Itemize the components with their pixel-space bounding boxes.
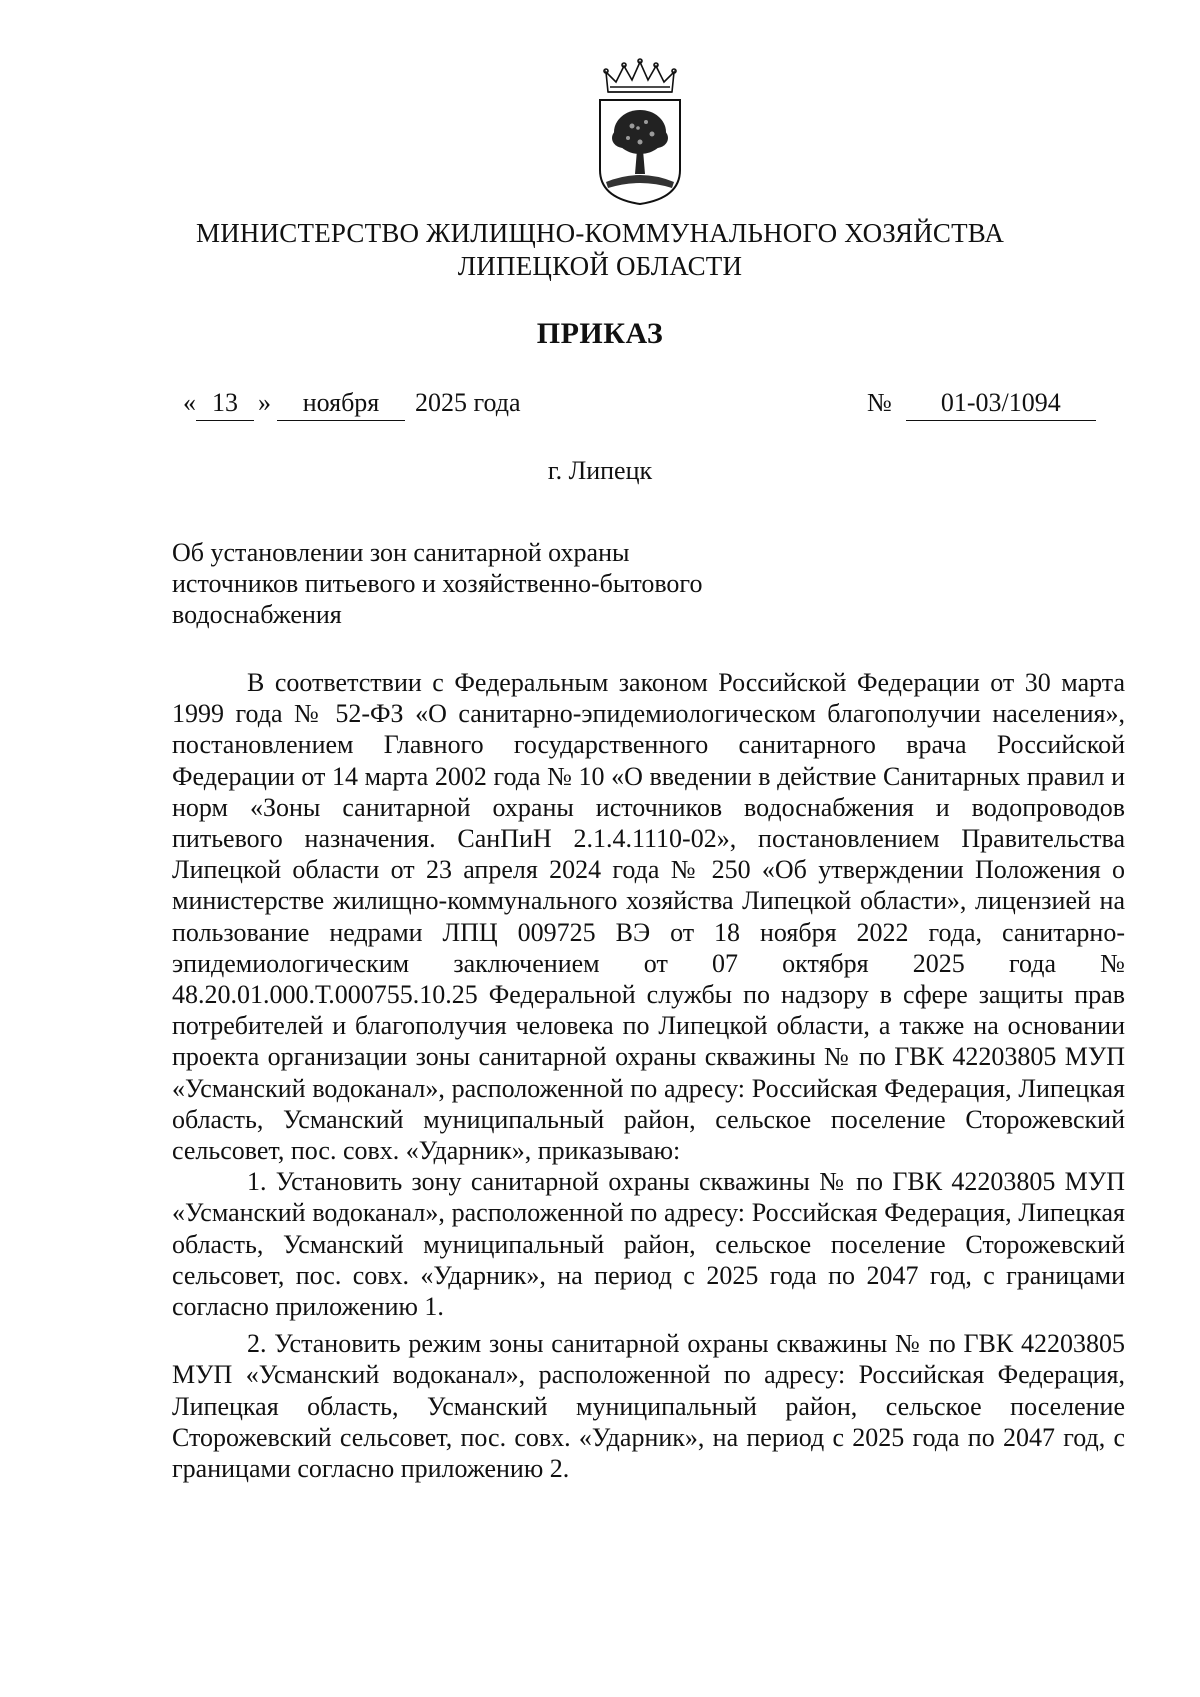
date-month: ноября <box>277 386 405 421</box>
crown-icon <box>604 59 676 92</box>
quote-close: » <box>258 388 271 417</box>
order-date <box>183 386 603 422</box>
order-item-2: 2. Установить режим зоны санитарной охраны скважины № по ГВК 42203805 МУП «Усманский водоканал», расположенной по адресу: Российская Федерация, Липецкая область, Усманский муниципальный район, сельское поселение Сторожевский сельсовет, пос. совх. «Ударник», на период с 2025 года по 2047 год, с границами согласно приложению 2. <box>172 1329 1125 1484</box>
number-sign: № <box>867 388 892 417</box>
order-subject <box>172 537 792 630</box>
document-type-title: ПРИКАЗ <box>536 317 664 350</box>
number-value: 01-03/1094 <box>906 386 1096 421</box>
coat-of-arms-emblem <box>594 58 686 206</box>
order-number <box>867 386 1117 422</box>
preamble-paragraph: В соответствии с Федеральным законом Российской Федерации от 30 марта 1999 года № 52-ФЗ «О санитарно-эпидемиологическом благополучии населения», постановлением Главного государственного санитарного врача Российской Федерации от 14 марта 2002 года № 10 «О введении в действие Санитарных правил и норм «Зоны санитарной охраны источников водоснабжения и водопроводов питьевого назначения. СанПиН 2.1.4.1110-02», постановлением Правительства Липецкой области от 23 апреля 2024 года № 250 «Об утверждении Положения о министерстве жилищно-коммунального хозяйства Липецкой области», лицензией на пользование недрами ЛПЦ 009725 ВЭ от 18 ноября 2022 года, санитарно-эпидемиологическим заключением от 07 октября 2025 года № 48.20.01.000.Т.000755.10.25 Федеральной службы по надзору в сфере защиты прав потребителей и благополучия человека по Липецкой области, а также на основании проекта организации зоны санитарной охраны скважины № по ГВК 42203805 МУП «Усманский водоканал», расположенной по адресу: Российская Федерация, Липецкая область, Усманский муниципальный район, сельское поселение Сторожевский сельсовет, пос. совх. «Ударник», приказываю: <box>172 668 1125 1166</box>
subject-line-1: Об установлении зон санитарной охраны <box>172 538 630 567</box>
order-body <box>172 667 1125 1484</box>
quote-open: « <box>183 388 196 417</box>
date-day: 13 <box>196 386 254 421</box>
ministry-line-2: ЛИПЕЦКОЙ ОБЛАСТИ <box>457 251 743 281</box>
subject-line-2: источников питьевого и хозяйственно-бытового <box>172 569 703 598</box>
city: г. Липецк <box>547 456 653 485</box>
order-item-1: 1. Установить зону санитарной охраны скважины № по ГВК 42203805 МУП «Усманский водоканал», расположенной по адресу: Российская Федерация, Липецкая область, Усманский муниципальный район, сельское поселение Сторожевский сельсовет, пос. совх. «Ударник», на период с 2025 года по 2047 год, с границами согласно приложению 1. <box>172 1167 1125 1322</box>
date-year: 2025 года <box>415 388 521 417</box>
ministry-name <box>0 217 1200 283</box>
ministry-line-1: МИНИСТЕРСТВО ЖИЛИЩНО-КОММУНАЛЬНОГО ХОЗЯЙСТВА <box>195 218 1005 248</box>
subject-line-3: водоснабжения <box>172 600 342 629</box>
